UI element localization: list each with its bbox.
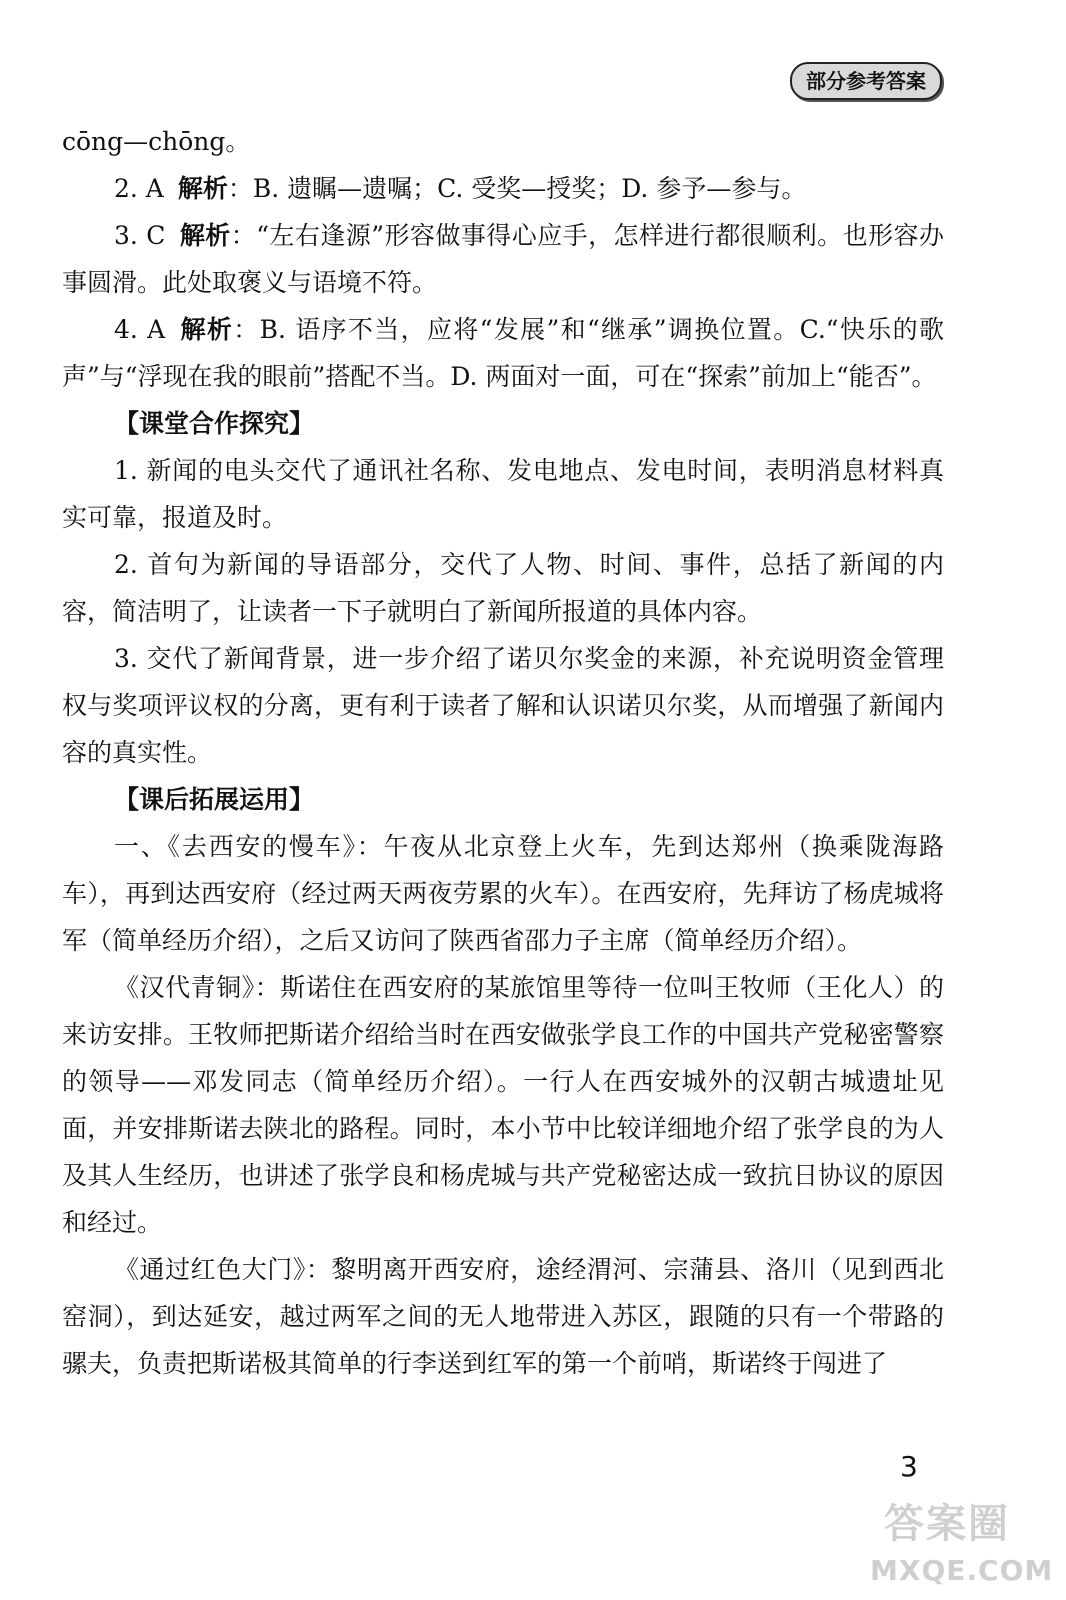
paragraph-extension-2: 《汉代青铜》：斯诺住在西安府的某旅馆里等待一位叫王牧师（王化人）的来访安排。王牧师把斯诺介绍给当时在西安做张学良工作的中国共产党秘密警察的领导——邓发同志（简单经历介绍）。一行人在西安城外的汉朝古城遗址见面，并安排斯诺去陕北的路程。同时，本小节中比较详细地介绍了张学良的为人及其人生经历，也讲述了张学良和杨虎城与共产党秘密达成一致抗日协议的原因和经过。 <box>62 973 944 1237</box>
analysis-label: 解析 <box>177 174 228 203</box>
analysis-label: 解析 <box>179 315 234 344</box>
answer-number: 3. C <box>114 221 166 250</box>
answer-number: 2. A <box>114 174 164 203</box>
answer-number: 4. A <box>114 315 166 344</box>
watermark-logo: 答案圈 <box>884 1501 1010 1547</box>
section-heading-extension: 【课后拓展运用】 <box>114 785 315 814</box>
paragraph-classroom-3: 3. 交代了新闻背景，进一步介绍了诺贝尔奖金的来源，补充说明资金管理权与奖项评议权的分离，更有利于读者了解和认识诺贝尔奖，从而增强了新闻内容的真实性。 <box>62 644 944 767</box>
page-number: 3 <box>900 1450 918 1483</box>
paragraph-classroom-2: 2. 首句为新闻的导语部分，交代了人物、时间、事件，总括了新闻的内容，简洁明了，让读者一下子就明白了新闻所报道的具体内容。 <box>62 550 944 626</box>
watermark <box>870 1488 1060 1598</box>
paragraph-extension-1: 一、《去西安的慢车》：午夜从北京登上火车，先到达郑州（换乘陇海路车），再到达西安府（经过两天两夜劳累的火车）。在西安府，先拜访了杨虎城将军（简单经历介绍），之后又访问了陕西省邵力子主席（简单经历介绍）。 <box>62 832 944 955</box>
analysis-label: 解析 <box>179 221 231 250</box>
answer-item-3 <box>62 212 944 306</box>
answer-content <box>62 118 944 1387</box>
answer-item-4 <box>62 306 944 400</box>
paragraph-classroom-1: 1. 新闻的电头交代了通讯社名称、发电地点、发电时间，表明消息材料真实可靠，报道及时。 <box>62 456 944 532</box>
paragraph-text: cōng—chōng。 <box>62 127 251 156</box>
section-badge: 部分参考答案 <box>790 62 942 100</box>
watermark-url: MXQE.COM <box>870 1554 1054 1587</box>
paragraph-extension-3: 《通过红色大门》：黎明离开西安府，途经渭河、宗蒲县、洛川（见到西北窑洞），到达延安，越过两军之间的无人地带进入苏区，跟随的只有一个带路的骡夫，负责把斯诺极其简单的行李送到红军的第一个前哨，斯诺终于闯进了 <box>62 1255 944 1378</box>
section-heading-classroom: 【课堂合作探究】 <box>114 409 315 438</box>
answer-text: ：B. 遗瞩—遗嘱；C. 受奖—授奖；D. 参予—参与。 <box>227 174 807 203</box>
paragraph-pinyin <box>62 118 944 165</box>
answer-item-2 <box>62 165 944 212</box>
answer-text: ：B. 语序不当，应将“发展”和“继承”调换位置。C.“快乐的歌声”与“浮现在我的眼前”搭配不当。D. 两面对一面，可在“探索”前加上“能否”。 <box>62 315 944 391</box>
answer-text: ：“左右逢源”形容做事得心应手，怎样进行都很顺利。也形容办事圆滑。此处取褒义与语境不符。 <box>62 221 944 297</box>
